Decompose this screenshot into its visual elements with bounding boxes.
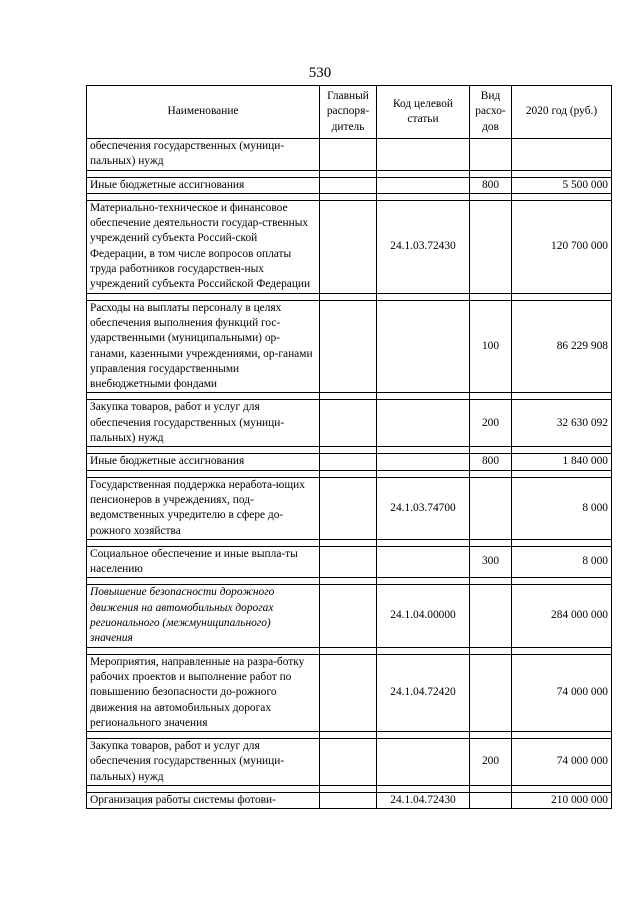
row-amount: 284 000 000: [512, 585, 612, 647]
row-admin: [320, 792, 377, 808]
header-name: Наименование: [87, 86, 320, 139]
separator-cell: [87, 447, 320, 454]
row-name: Материально-техническое и финансовое обеспечение деятельности государ-ственных учреждений субъекта Россий-ской Федерации, в том числе вопросов оплаты труда работников государствен-ных учреждений субъекта Российской Федерации: [87, 200, 320, 293]
row-name: обеспечения государственных (муници-пальных) нужд: [87, 139, 320, 171]
separator-cell: [512, 732, 612, 739]
row-separator: [87, 393, 612, 400]
separator-cell: [470, 293, 512, 300]
row-amount: 210 000 000: [512, 792, 612, 808]
row-name: Закупка товаров, работ и услуг для обеспечения государственных (муници-пальных) нужд: [87, 400, 320, 447]
table-row: [87, 454, 612, 470]
separator-cell: [470, 785, 512, 792]
header-row: [87, 86, 612, 139]
row-kind: [470, 477, 512, 539]
row-admin: [320, 739, 377, 786]
separator-cell: [87, 170, 320, 177]
row-admin: [320, 200, 377, 293]
separator-cell: [377, 647, 470, 654]
row-amount: 8 000: [512, 477, 612, 539]
row-separator: [87, 193, 612, 200]
separator-cell: [320, 193, 377, 200]
separator-cell: [512, 193, 612, 200]
separator-cell: [470, 732, 512, 739]
row-name: Организация работы системы фотови-: [87, 792, 320, 808]
separator-cell: [377, 447, 470, 454]
separator-cell: [87, 578, 320, 585]
row-kind: 300: [470, 546, 512, 578]
separator-cell: [87, 393, 320, 400]
row-admin: [320, 400, 377, 447]
table-row: [87, 585, 612, 647]
row-code: 24.1.04.72430: [377, 792, 470, 808]
separator-cell: [470, 470, 512, 477]
page-number: 530: [308, 65, 332, 81]
header-kind: Вид расхо-дов: [470, 86, 512, 139]
separator-cell: [87, 193, 320, 200]
row-amount: 1 840 000: [512, 454, 612, 470]
separator-cell: [87, 293, 320, 300]
row-kind: 800: [470, 454, 512, 470]
separator-cell: [320, 470, 377, 477]
separator-cell: [87, 647, 320, 654]
separator-cell: [87, 785, 320, 792]
table-row: [87, 300, 612, 393]
separator-cell: [470, 170, 512, 177]
separator-cell: [512, 393, 612, 400]
row-separator: [87, 647, 612, 654]
row-admin: [320, 454, 377, 470]
table-row: [87, 477, 612, 539]
row-code: [377, 546, 470, 578]
row-name: Закупка товаров, работ и услуг для обеспечения государственных (муници-пальных) нужд: [87, 739, 320, 786]
row-name: Мероприятия, направленные на разра-ботку рабочих проектов и выполнение работ по повышению безопасности до-рожного движения на автомобильных дорогах регионального значения: [87, 654, 320, 731]
row-amount: 8 000: [512, 546, 612, 578]
row-name: Государственная поддержка неработа-ющих пенсионеров в учреждениях, под-ведомственных учредителю в сфере до-рожного хозяйства: [87, 477, 320, 539]
separator-cell: [512, 470, 612, 477]
separator-cell: [377, 170, 470, 177]
separator-cell: [320, 578, 377, 585]
table-row: [87, 200, 612, 293]
row-amount: 120 700 000: [512, 200, 612, 293]
separator-cell: [87, 470, 320, 477]
row-code: [377, 300, 470, 393]
separator-cell: [512, 539, 612, 546]
row-admin: [320, 546, 377, 578]
separator-cell: [512, 578, 612, 585]
row-admin: [320, 654, 377, 731]
row-code: [377, 739, 470, 786]
row-code: 24.1.04.72420: [377, 654, 470, 731]
row-kind: [470, 654, 512, 731]
separator-cell: [320, 293, 377, 300]
table-row: [87, 177, 612, 193]
table-row: [87, 400, 612, 447]
row-separator: [87, 447, 612, 454]
table-row: [87, 739, 612, 786]
row-separator: [87, 732, 612, 739]
separator-cell: [377, 732, 470, 739]
row-code: 24.1.04.00000: [377, 585, 470, 647]
separator-cell: [320, 785, 377, 792]
row-code: 24.1.03.74700: [377, 477, 470, 539]
row-code: [377, 400, 470, 447]
separator-cell: [377, 578, 470, 585]
row-kind: 200: [470, 739, 512, 786]
row-amount: 5 500 000: [512, 177, 612, 193]
table-row: [87, 546, 612, 578]
row-kind: [470, 585, 512, 647]
separator-cell: [512, 785, 612, 792]
separator-cell: [87, 539, 320, 546]
row-admin: [320, 477, 377, 539]
header-admin: Главный распоря-дитель: [320, 86, 377, 139]
row-kind: 800: [470, 177, 512, 193]
separator-cell: [320, 447, 377, 454]
row-kind: [470, 139, 512, 171]
row-code: [377, 177, 470, 193]
row-admin: [320, 177, 377, 193]
row-admin: [320, 139, 377, 171]
row-separator: [87, 578, 612, 585]
row-separator: [87, 293, 612, 300]
row-name: Иные бюджетные ассигнования: [87, 454, 320, 470]
row-amount: [512, 139, 612, 171]
separator-cell: [470, 539, 512, 546]
separator-cell: [320, 647, 377, 654]
separator-cell: [512, 647, 612, 654]
separator-cell: [320, 393, 377, 400]
row-name: Расходы на выплаты персоналу в целях обеспечения выполнения функций гос-ударственными (муниципальными) ор-ганами, казенными учреждениями, ор-ганами управления государственными внебюджетными фондами: [87, 300, 320, 393]
row-admin: [320, 300, 377, 393]
separator-cell: [470, 193, 512, 200]
table-row: [87, 139, 612, 171]
row-name: Социальное обеспечение и иные выпла-ты населению: [87, 546, 320, 578]
row-code: [377, 454, 470, 470]
separator-cell: [87, 732, 320, 739]
separator-cell: [512, 293, 612, 300]
table-row: [87, 792, 612, 808]
row-admin: [320, 585, 377, 647]
row-kind: 200: [470, 400, 512, 447]
separator-cell: [470, 578, 512, 585]
separator-cell: [377, 539, 470, 546]
row-kind: [470, 200, 512, 293]
row-kind: [470, 792, 512, 808]
row-amount: 86 229 908: [512, 300, 612, 393]
separator-cell: [470, 447, 512, 454]
row-separator: [87, 539, 612, 546]
row-separator: [87, 785, 612, 792]
separator-cell: [377, 293, 470, 300]
row-name: Повышение безопасности дорожного движения на автомобильных дорогах регионального (межмуниципального) значения: [87, 585, 320, 647]
row-kind: 100: [470, 300, 512, 393]
separator-cell: [320, 170, 377, 177]
row-separator: [87, 170, 612, 177]
separator-cell: [470, 393, 512, 400]
row-amount: 74 000 000: [512, 739, 612, 786]
row-amount: 32 630 092: [512, 400, 612, 447]
separator-cell: [377, 470, 470, 477]
table-row: [87, 654, 612, 731]
row-code: [377, 139, 470, 171]
header-code: Код целевой статьи: [377, 86, 470, 139]
separator-cell: [320, 539, 377, 546]
separator-cell: [377, 785, 470, 792]
separator-cell: [377, 393, 470, 400]
row-amount: 74 000 000: [512, 654, 612, 731]
row-separator: [87, 470, 612, 477]
row-name: Иные бюджетные ассигнования: [87, 177, 320, 193]
separator-cell: [512, 447, 612, 454]
header-amount: 2020 год (руб.): [512, 86, 612, 139]
separator-cell: [320, 732, 377, 739]
budget-table: [86, 85, 612, 809]
separator-cell: [470, 647, 512, 654]
separator-cell: [512, 170, 612, 177]
separator-cell: [377, 193, 470, 200]
table-body: [87, 139, 612, 809]
row-code: 24.1.03.72430: [377, 200, 470, 293]
